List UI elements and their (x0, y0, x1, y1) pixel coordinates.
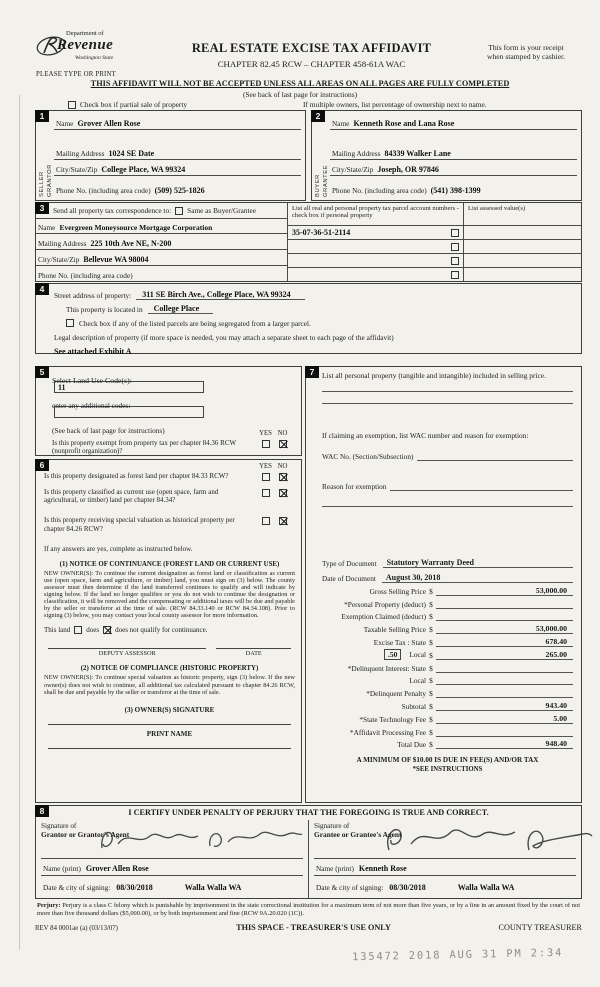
partial-sale-row (68, 100, 573, 109)
deputy-assessor-row (48, 648, 291, 657)
county-treasurer-label: COUNTY TREASURER (498, 923, 582, 932)
acceptance-warning: THIS AFFIDAVIT WILL NOT BE ACCEPTED UNLESS ALL AREAS ON ALL PAGES ARE FULLY COMPLETED (90, 79, 510, 88)
assessed-values-header: List assessed value(s) (468, 205, 526, 212)
see-instructions-note: *SEE INSTRUCTIONS (412, 766, 483, 774)
section-3-badge: 3 (35, 202, 49, 214)
selling-price-section (305, 366, 582, 803)
grantor-signature-label: Signature of Grantor or Grantor's Agent (41, 822, 130, 839)
wac-input-line[interactable] (417, 451, 573, 461)
date-line: DATE (216, 648, 291, 657)
washington-state-label: Washington State (75, 55, 114, 61)
grantor-signing-date: 08/30/2018 (116, 883, 153, 892)
buyer-phone-value: (541) 398-1399 (430, 186, 481, 195)
money-row-exemption: Exemption Claimed (deduct) $ (322, 609, 573, 622)
revenue-wordmark: Revenue (57, 37, 114, 53)
owners-signature-title: (3) OWNER(S) SIGNATURE (124, 705, 215, 714)
scan-artifact-line (19, 95, 20, 950)
correspondence-name-value: Evergreen Moneysource Mortgage Corporation (59, 223, 213, 232)
reason-extra-line[interactable] (322, 495, 573, 507)
notice-compliance-body: NEW OWNER(S): To continue special valuation as historic property, sign (3) below. If the new owner(s) does not wish to continue, all additional tax calculated pursuant to chapter 84.26 RCW, shall be due and payable by the seller or transferor at the time of sale. (44, 674, 295, 696)
deputy-assessor-line: DEPUTY ASSESSOR (48, 648, 206, 657)
segregated-checkbox[interactable] (66, 319, 74, 327)
wac-row (322, 447, 573, 461)
personal-property-checkbox-4[interactable] (451, 271, 459, 279)
assessed-values-column (464, 203, 581, 281)
title-block (153, 30, 470, 80)
grantee-signing-date: 08/30/2018 (389, 883, 426, 892)
doc-type-row (322, 553, 573, 568)
treasurer-space-label: THIS SPACE - TREASURER'S USE ONLY (236, 923, 391, 932)
assessed-value-line (464, 239, 581, 253)
yes-no-header: YES NO (259, 430, 288, 437)
personal-property-checkbox-3[interactable] (451, 257, 459, 265)
money-row-excise-local: .50 Local $ 265.00 (322, 647, 573, 660)
section-2-badge: 2 (311, 110, 325, 122)
buyer-csz-value: Joseph, OR 97846 (377, 165, 439, 174)
q1-no-checkbox[interactable] (279, 473, 287, 481)
assessed-value-line (464, 225, 581, 239)
name-label: Name (56, 119, 74, 128)
question-row: Is this property receiving special valuation as historical property per chapter 84.26 RCW? (44, 516, 295, 532)
send-correspondence-label: Send all property tax correspondence to: (53, 206, 172, 215)
money-row-processing-fee: *Affidavit Processing Fee $ (322, 724, 573, 737)
seller-name-value: Grover Allen Rose (77, 119, 141, 128)
reason-label: Reason for exemption (322, 482, 387, 491)
phone-label: Phone No. (including area code) (56, 186, 151, 195)
perjury-statement: Perjury: Perjury is a class C felony which is punishable by imprisonment in the state correctional institution for a maximum term of not more than five years, or by a fine in an amount fixed by the court of not more than five thousand dollars ($5,000.00), or by both imprisonment and fine (RCW 9A.20.020 (1C)). (37, 902, 580, 917)
parcel-number-value: 35-07-36-51-2114 (292, 228, 351, 237)
section-4-badge: 4 (35, 283, 49, 295)
form-header (35, 30, 582, 80)
land-use-section (35, 366, 302, 456)
section-5-badge: 5 (35, 366, 49, 378)
seller-csz-value: College Place, WA 99324 (101, 165, 186, 174)
reason-input-line[interactable] (390, 481, 573, 491)
grantor-printed-name: Grover Allen Rose (85, 864, 149, 873)
doc-type-value: Statutory Warranty Deed (383, 558, 573, 568)
cashier-stamp: 135472 2018 AUG 31 PM 2:34 (351, 946, 564, 964)
money-row-tech-fee: *State Technology Fee $ 5.00 (322, 711, 573, 724)
exempt-question: Is this property exempt from property tax per chapter 84.36 RCW (nonprofit organization)? (52, 439, 236, 456)
exemption-label: If claiming an exemption, list WAC number and reason for exemption: (322, 431, 529, 440)
money-row-gross: Gross Selling Price $ 53,000.00 (322, 583, 573, 596)
same-as-buyer-label: Same as Buyer/Grantee (187, 206, 257, 215)
grantee-signing-city: Walla Walla WA (457, 883, 515, 892)
q3-no-checkbox[interactable] (279, 517, 287, 525)
notice-compliance-title: (2) NOTICE OF COMPLIANCE (HISTORIC PROPERTY) (80, 665, 259, 673)
correspondence-mailing-value: 225 10th Ave NE, N-200 (90, 239, 172, 248)
personal-property-line[interactable] (322, 392, 573, 404)
buyer-mailing-value: 84339 Walker Lane (384, 149, 451, 158)
grantor-signature-block (36, 820, 308, 898)
tax-correspondence-section (35, 202, 582, 282)
see-back-note: (See back of last page for instructions) (242, 90, 358, 99)
partial-sale-label: Check box if partial sale of property (80, 100, 188, 109)
seller-phone-value: (509) 525-1826 (154, 186, 205, 195)
minimum-due-note: A MINIMUM OF $10.00 IS DUE IN FEE(S) AND/OR TAX (356, 756, 539, 765)
q3-yes-checkbox[interactable] (262, 517, 270, 525)
personal-property-checkbox-1[interactable] (451, 229, 459, 237)
name-label: Name (38, 223, 56, 232)
doc-date-value: August 30, 2018 (382, 573, 573, 583)
money-row-delinq-penalty: *Delinquent Penalty $ (322, 685, 573, 698)
local-rate-box: .50 (384, 649, 401, 660)
print-name-line[interactable] (48, 738, 291, 749)
grantee-signature (379, 822, 594, 858)
located-in-value: College Place (148, 304, 214, 314)
legal-description-label: Legal description of property (if more space is needed, you may attach a separate sheet to each page of the affidavit) (54, 333, 394, 342)
personal-property-label: List all personal property (tangible and intangible) included in selling price. (322, 371, 546, 380)
doc-date-row (322, 568, 573, 583)
q2-no-checkbox[interactable] (279, 489, 287, 497)
name-print-label: Name (print) (43, 864, 81, 873)
correspondence-csz-value: Bellevue WA 98004 (83, 255, 149, 264)
footer-row (35, 923, 582, 932)
date-city-label: Date & city of signing: (43, 883, 111, 892)
q2-yes-checkbox[interactable] (262, 489, 270, 497)
section-8-badge: 8 (35, 805, 49, 817)
segregated-label: Check box if any of the listed parcels are being segregated from a larger parcel. (79, 319, 311, 328)
chapter-subtitle: CHAPTER 82.45 RCW – CHAPTER 458-61A WAC (217, 59, 406, 69)
buyer-section (311, 110, 582, 201)
date-city-label: Date & city of signing: (316, 883, 384, 892)
grantor-signature (94, 822, 304, 856)
section-1-badge: 1 (35, 110, 49, 122)
same-as-buyer-checkbox[interactable] (175, 207, 183, 215)
form-revision-number: REV 84 0001ae (a) (03/13/07) (35, 925, 118, 932)
money-row-delinq-int-local: Local $ (322, 673, 573, 686)
personal-property-checkbox-2[interactable] (451, 243, 459, 251)
q1-yes-checkbox[interactable] (262, 473, 270, 481)
located-in-label: This property is located in (66, 305, 143, 314)
seller-section (35, 110, 306, 201)
question-row: Is this property designated as forest land per chapter 84.33 RCW? (44, 472, 295, 481)
street-address-value: 311 SE Birch Ave., College Place, WA 99324 (136, 290, 304, 300)
wac-label: WAC No. (Section/Subsection) (322, 452, 414, 461)
doc-type-label: Type of Document (322, 559, 377, 568)
personal-property-line[interactable] (322, 380, 573, 392)
exempt-yes-checkbox[interactable] (262, 440, 270, 448)
please-type-label: PLEASE TYPE OR PRINT (36, 71, 116, 78)
csz-label: City/State/Zip (56, 165, 98, 174)
exempt-no-checkbox[interactable] (279, 440, 287, 448)
grantee-signature-label: Signature of Grantee or Grantee's Agent (314, 822, 402, 839)
see-back-note-2: (See back of last page for instructions) (52, 426, 165, 435)
parcel-numbers-column (288, 203, 464, 281)
name-print-label: Name (print) (316, 864, 354, 873)
yes-no-header: YES NO (259, 463, 288, 470)
csz-label: City/State/Zip (332, 165, 374, 174)
section-7-badge: 7 (305, 366, 319, 378)
does-qualify-checkbox[interactable] (74, 626, 82, 634)
notice-continuance-body: NEW OWNER(S): To continue the current designation as forest land or classification as current use (open space, farm and agriculture, or timber) land, you must sign on (3) below. The county assessor must then determine if the land transferred continues to qualify and will indicate by signing below. If the land no longer qualifies or you do not wish to continue the designation or classification, it will be removed and the compensating or additional taxes will be due and payable by the seller or transferor at the time of sale. (RCW 84.33.140 or RCW 84.34.108). Prior to signing (3) below, you may contact your local county assessor for more information. (44, 569, 295, 620)
forest-land-section (35, 459, 302, 803)
exempt-question-row (52, 439, 295, 455)
money-row-delinq-int-state: *Delinquent Interest: State $ (322, 660, 573, 673)
land-use-code-input[interactable]: 11 (54, 381, 204, 393)
multiple-owners-note: If multiple owners, list percentage of ownership next to name. (303, 100, 487, 109)
owner-signature-line[interactable] (48, 714, 291, 725)
name-label: Name (332, 119, 350, 128)
seller-mailing-value: 1024 SE Date (108, 149, 155, 158)
money-row-excise-state: Excise Tax : State $ 678.40 (322, 634, 573, 647)
mailing-label: Mailing Address (56, 149, 105, 158)
land-use-label: Select Land Use Code(s): (52, 376, 132, 385)
assessed-value-line (464, 253, 581, 267)
question-row: Is this property classified as current use (open space, farm and agricultural, or timber) land per chapter 84.34? (44, 488, 295, 504)
print-name-title: PRINT NAME (146, 729, 193, 738)
phone-label: Phone No. (including area code) (38, 271, 133, 280)
dept-of-label: Department of (66, 30, 104, 37)
grantee-printed-name: Kenneth Rose (358, 864, 407, 873)
money-row-taxable: Taxable Selling Price $ 53,000.00 (322, 621, 573, 634)
mailing-label: Mailing Address (38, 239, 87, 248)
grantor-signing-city: Walla Walla WA (184, 883, 242, 892)
certification-section (35, 805, 582, 899)
doc-date-label: Date of Document (322, 574, 376, 583)
dor-logo (35, 30, 153, 80)
reason-row (322, 477, 573, 491)
phone-label: Phone No. (including area code) (332, 186, 427, 195)
parcel-header: List all real and personal property tax parcel account numbers - check box if personal property (292, 205, 459, 220)
section-6-badge: 6 (35, 459, 49, 471)
mailing-label: Mailing Address (332, 149, 381, 158)
buyer-side-label: BUYER GRANTEE (315, 164, 329, 197)
money-row-subtotal: Subtotal $ 943.40 (322, 698, 573, 711)
seller-side-label: SELLER GRANTOR (39, 163, 53, 197)
assessed-value-line (464, 267, 581, 281)
notice-continuance-title: (1) NOTICE OF CONTINUANCE (FOREST LAND OR CURRENT USE) (59, 560, 280, 568)
continuance-qualify-row: This land does does not qualify for continuance. (44, 626, 208, 635)
csz-label: City/State/Zip (38, 255, 80, 264)
legal-description-value: See attached Exhibit A (54, 347, 132, 356)
receipt-note: This form is your receipt when stamped by cashier. (486, 43, 566, 61)
partial-sale-checkbox[interactable] (68, 101, 76, 109)
does-not-qualify-checkbox[interactable] (103, 626, 111, 634)
certify-statement: I CERTIFY UNDER PENALTY OF PERJURY THAT THE FOREGOING IS TRUE AND CORRECT. (128, 808, 489, 817)
buyer-name-value: Kenneth Rose and Lana Rose (353, 119, 455, 128)
street-address-label: Street address of property: (54, 291, 132, 300)
property-address-section (35, 283, 582, 354)
form-title: REAL ESTATE EXCISE TAX AFFIDAVIT (191, 41, 432, 55)
money-row-total-due: Total Due $ 948.40 (322, 737, 573, 750)
grantee-signature-block (308, 820, 581, 898)
if-yes-note: If any answers are yes, complete as instructed below. (44, 544, 193, 553)
money-row-personal: *Personal Property (deduct) $ (322, 596, 573, 609)
additional-codes-label: enter any additional codes: (52, 401, 131, 410)
